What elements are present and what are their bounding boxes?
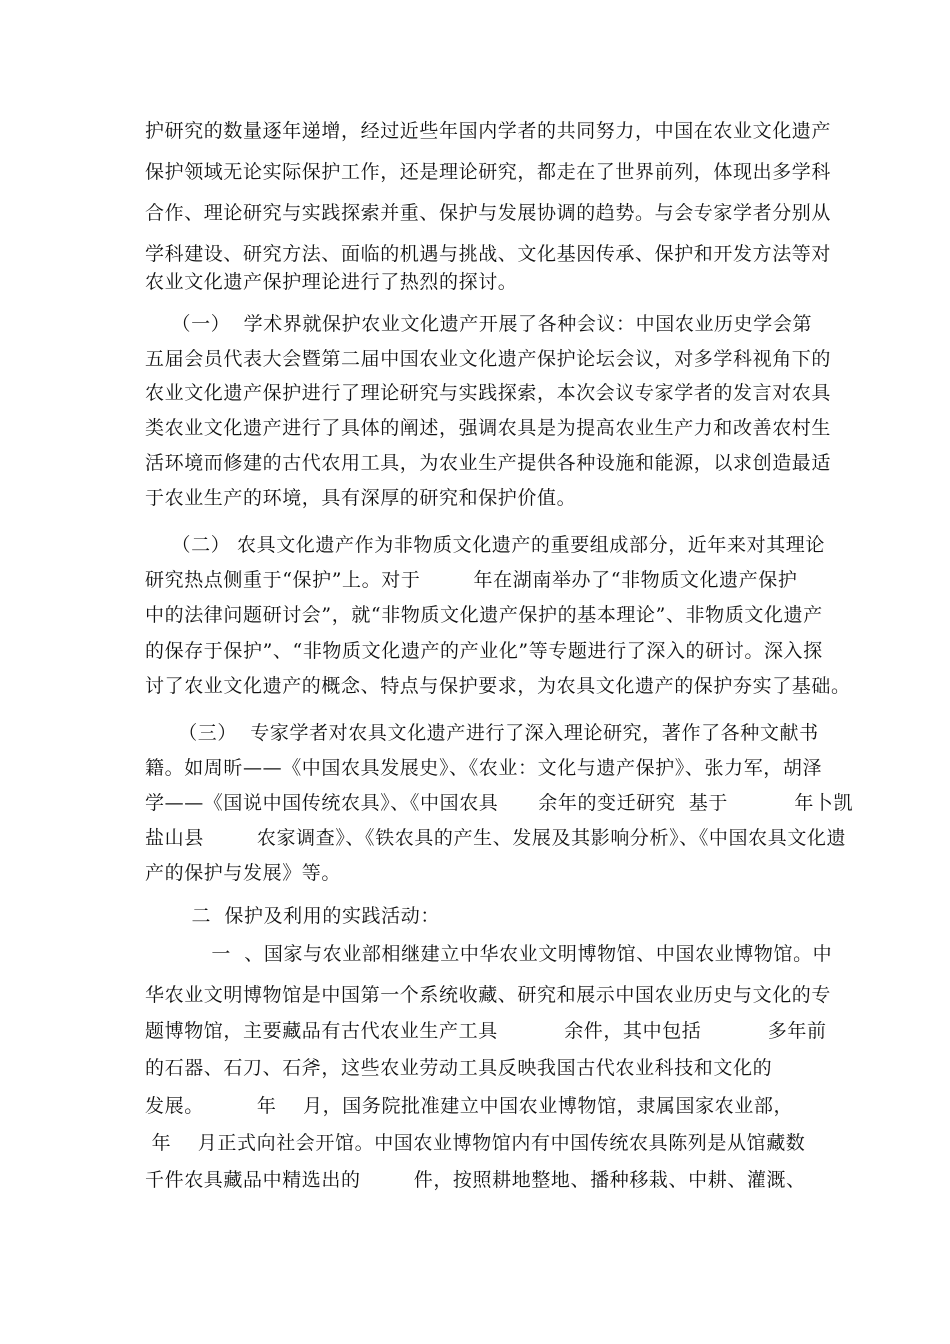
text-line: 农业文化遗产保护进行了理论研究与实践探索，本次会议专家学者的发言对农具 bbox=[145, 382, 832, 404]
text-line: （一） 学术界就保护农业文化遗产开展了各种会议：中国农业历史学会第 bbox=[145, 313, 813, 335]
text-line: 华农业文明博物馆是中国第一个系统收藏、研究和展示中国农业历史与文化的专 bbox=[145, 984, 832, 1006]
text-line: （三） 专家学者对农具文化遗产进行了深入理论研究，著作了各种文献书 bbox=[145, 722, 819, 744]
text-line: 的石器、石刀、石斧，这些农业劳动工具反映我国古代农业科技和文化的 bbox=[145, 1057, 773, 1079]
text-line: 研究热点侧重于“保护”上。对于 年在湖南举办了“非物质文化遗产保护 bbox=[145, 569, 798, 591]
text-line: 于农业生产的环境，具有深厚的研究和保护价值。 bbox=[145, 487, 577, 509]
text-line: 学科建设、研究方法、面临的机遇与挑战、文化基因传承、保护和开发方法等对 bbox=[145, 243, 832, 265]
text-line: 中的法律问题研讨会”，就“非物质文化遗产保护的基本理论”、非物质文化遗产 bbox=[145, 604, 823, 626]
text-line: 千件农具藏品中精选出的 件，按照耕地整地、播种移栽、中耕、灌溉、 bbox=[145, 1169, 806, 1191]
text-line: 的保存于保护”、“非物质文化遗产的产业化”等专题进行了深入的研讨。深入探 bbox=[145, 640, 823, 662]
text-line: 讨了农业文化遗产的概念、特点与保护要求，为农具文化遗产的保护夯实了基础。 bbox=[145, 675, 851, 697]
text-line: 活环境而修建的古代农用工具，为农业生产提供各种设施和能源，以求创造最适 bbox=[145, 452, 832, 474]
text-line: 类农业文化遗产进行了具体的阐述，强调农具是为提高农业生产力和改善农村生 bbox=[145, 417, 832, 439]
text-line: 五届会员代表大会暨第二届中国农业文化遗产保护论坛会议，对多学科视角下的 bbox=[145, 348, 832, 370]
text-line: （二） 农具文化遗产作为非物质文化遗产的重要组成部分，近年来对其理论 bbox=[145, 534, 825, 556]
text-line: 题博物馆，主要藏品有古代农业生产工具 余件，其中包括 多年前 bbox=[145, 1020, 827, 1042]
text-line: 护研究的数量逐年递增，经过近些年国内学者的共同努力，中国在农业文化遗产 bbox=[145, 120, 832, 142]
text-line: 籍。如周昕——《中国农具发展史》、《农业：文化与遗产保护》、张力军，胡泽 bbox=[145, 757, 823, 779]
text-line: 发展。 年 月，国务院批准建立中国农业博物馆，隶属国家农业部， bbox=[145, 1095, 794, 1117]
text-line: 产的保护与发展》等。 bbox=[145, 862, 342, 884]
text-line: 学——《国说中国传统农具》、《中国农具 余年的变迁研究 基于 年卜凯 bbox=[145, 792, 854, 814]
text-line: 一 、国家与农业部相继建立中华农业文明博物馆、中国农业博物馆。中 bbox=[145, 943, 833, 965]
text-line: 合作、理论研究与实践探索并重、保护与发展协调的趋势。与会专家学者分别从 bbox=[145, 202, 832, 224]
text-line: 盐山县 农家调查》、《铁农具的产生、发展及其影响分析》、《中国农具文化遗 bbox=[145, 827, 847, 849]
text-line: 年 月正式向社会开馆。中国农业博物馆内有中国传统农具陈列是从馆藏数 bbox=[145, 1132, 806, 1154]
text-line: 保护领域无论实际保护工作，还是理论研究，都走在了世界前列，体现出多学科 bbox=[145, 161, 832, 183]
section-heading: 二 保护及利用的实践活动： bbox=[145, 905, 440, 927]
text-line: 农业文化遗产保护理论进行了热烈的探讨。 bbox=[145, 271, 518, 293]
